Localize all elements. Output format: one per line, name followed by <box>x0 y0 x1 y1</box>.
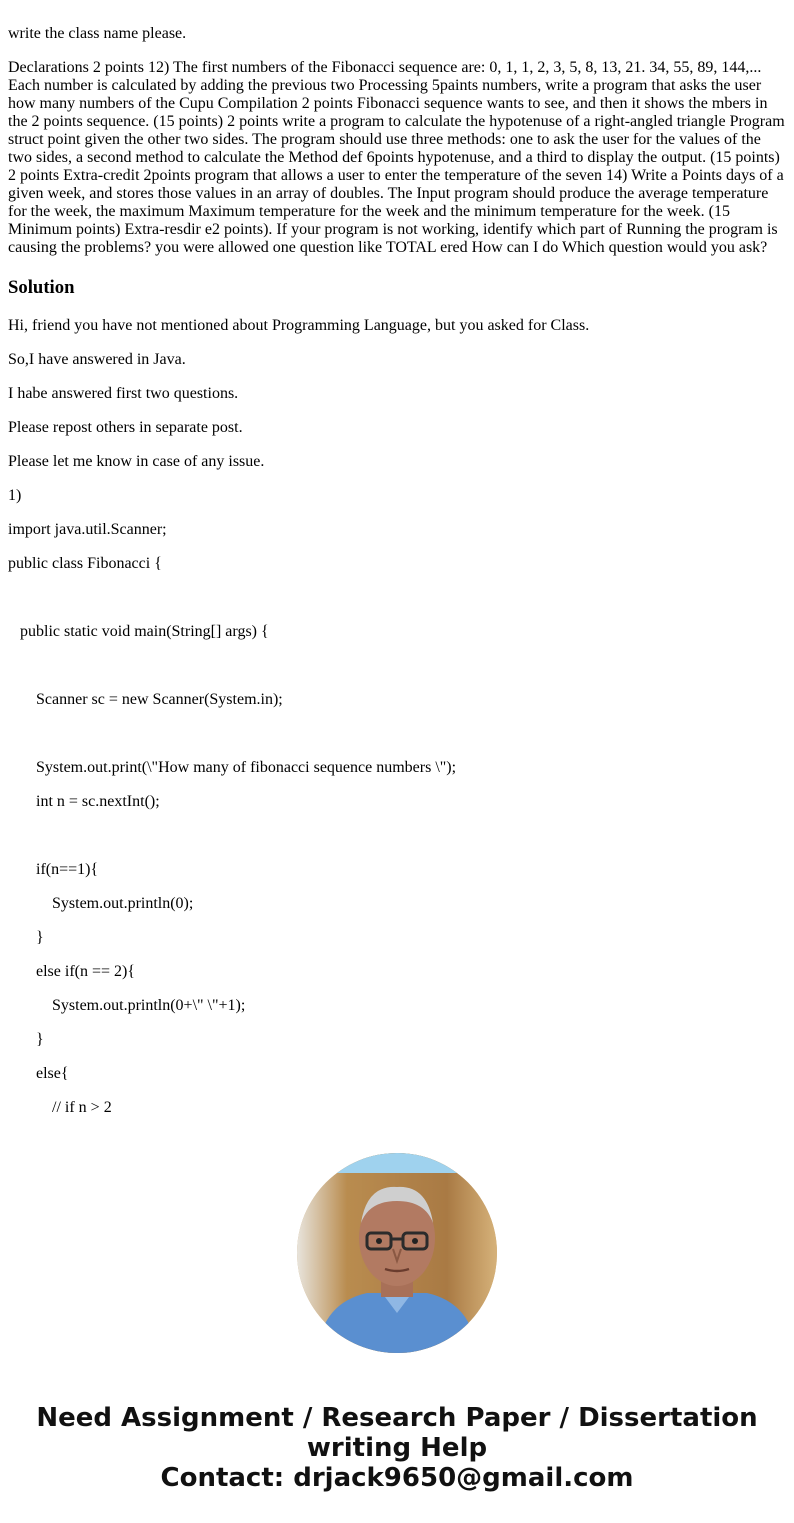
solution-paragraph: Please let me know in case of any issue. <box>8 453 265 470</box>
code-line: else if(n == 2){ <box>36 963 136 980</box>
code-line: else{ <box>36 1065 69 1082</box>
promo-line: Need Assignment / Research Paper / Dissertation <box>36 1403 758 1433</box>
code-line: } <box>36 929 44 946</box>
solution-paragraph: Please repost others in separate post. <box>8 419 243 436</box>
code-line: System.out.println(0+\" \"+1); <box>52 997 246 1014</box>
code-line: int n = sc.nextInt(); <box>36 793 160 810</box>
promo-banner <box>0 1403 794 1493</box>
question-text: Declarations 2 points 12) The first numbers of the Fibonacci sequence are: 0, 1, 1, 2, 3, 5, 8, 13, 21. 34, 55, 89, 144,... Each number is calculated by adding the previous two Processing 5paints numbers, write a program that asks the user how many numbers of the Cupu Compilation 2 points Fibonacci sequence wants to see, and then it shows the mbers in the 2 points sequence. (15 points) 2 points write a program to calculate the hypotenuse of a right-angled triangle Program struct point given the other two sides. The program should use three methods: one to ask the user for the values of the two sides, a second method to calculate the Method def 6points hypotenuse, and a third to display the output. (15 points) 2 points Extra-credit 2points program that allows a user to enter the temperature of the seven 14) Write a Points days of a given week, and stores those values in an array of doubles. The Input program should produce the average temperature for the week, the maximum Maximum temperature for the week and the minimum temperature for the week. (15 Minimum points) Extra-resdir e2 points). If your program is not working, identify which part of Running the program is causing the problems? you were allowed one question like TOTAL ered How can I do Which question would you ask? <box>8 59 785 256</box>
author-avatar <box>297 1153 497 1353</box>
code-line: public static void main(String[] args) { <box>20 623 269 640</box>
code-line: System.out.print(\"How many of fibonacci sequence numbers \"); <box>36 759 457 776</box>
promo-line: writing Help <box>306 1433 488 1463</box>
document-body <box>8 0 786 1117</box>
solution-paragraph: So,I have answered in Java. <box>8 351 186 368</box>
solution-paragraph: I habe answered first two questions. <box>8 385 239 402</box>
solution-heading: Solution <box>8 277 75 298</box>
code-line: public class Fibonacci { <box>8 555 162 572</box>
solution-paragraph: Hi, friend you have not mentioned about Programming Language, but you asked for Class. <box>8 317 590 334</box>
promo-contact: Contact: drjack9650@gmail.com <box>160 1463 634 1493</box>
code-line: Scanner sc = new Scanner(System.in); <box>36 691 283 708</box>
question-intro: write the class name please. <box>8 25 187 42</box>
code-line: // if n > 2 <box>52 1099 112 1116</box>
solution-paragraph: 1) <box>8 487 22 504</box>
code-line: import java.util.Scanner; <box>8 521 167 538</box>
author-portrait-icon <box>297 1153 497 1353</box>
code-line: if(n==1){ <box>36 861 99 878</box>
code-line: } <box>36 1031 44 1048</box>
code-line: System.out.println(0); <box>52 895 194 912</box>
